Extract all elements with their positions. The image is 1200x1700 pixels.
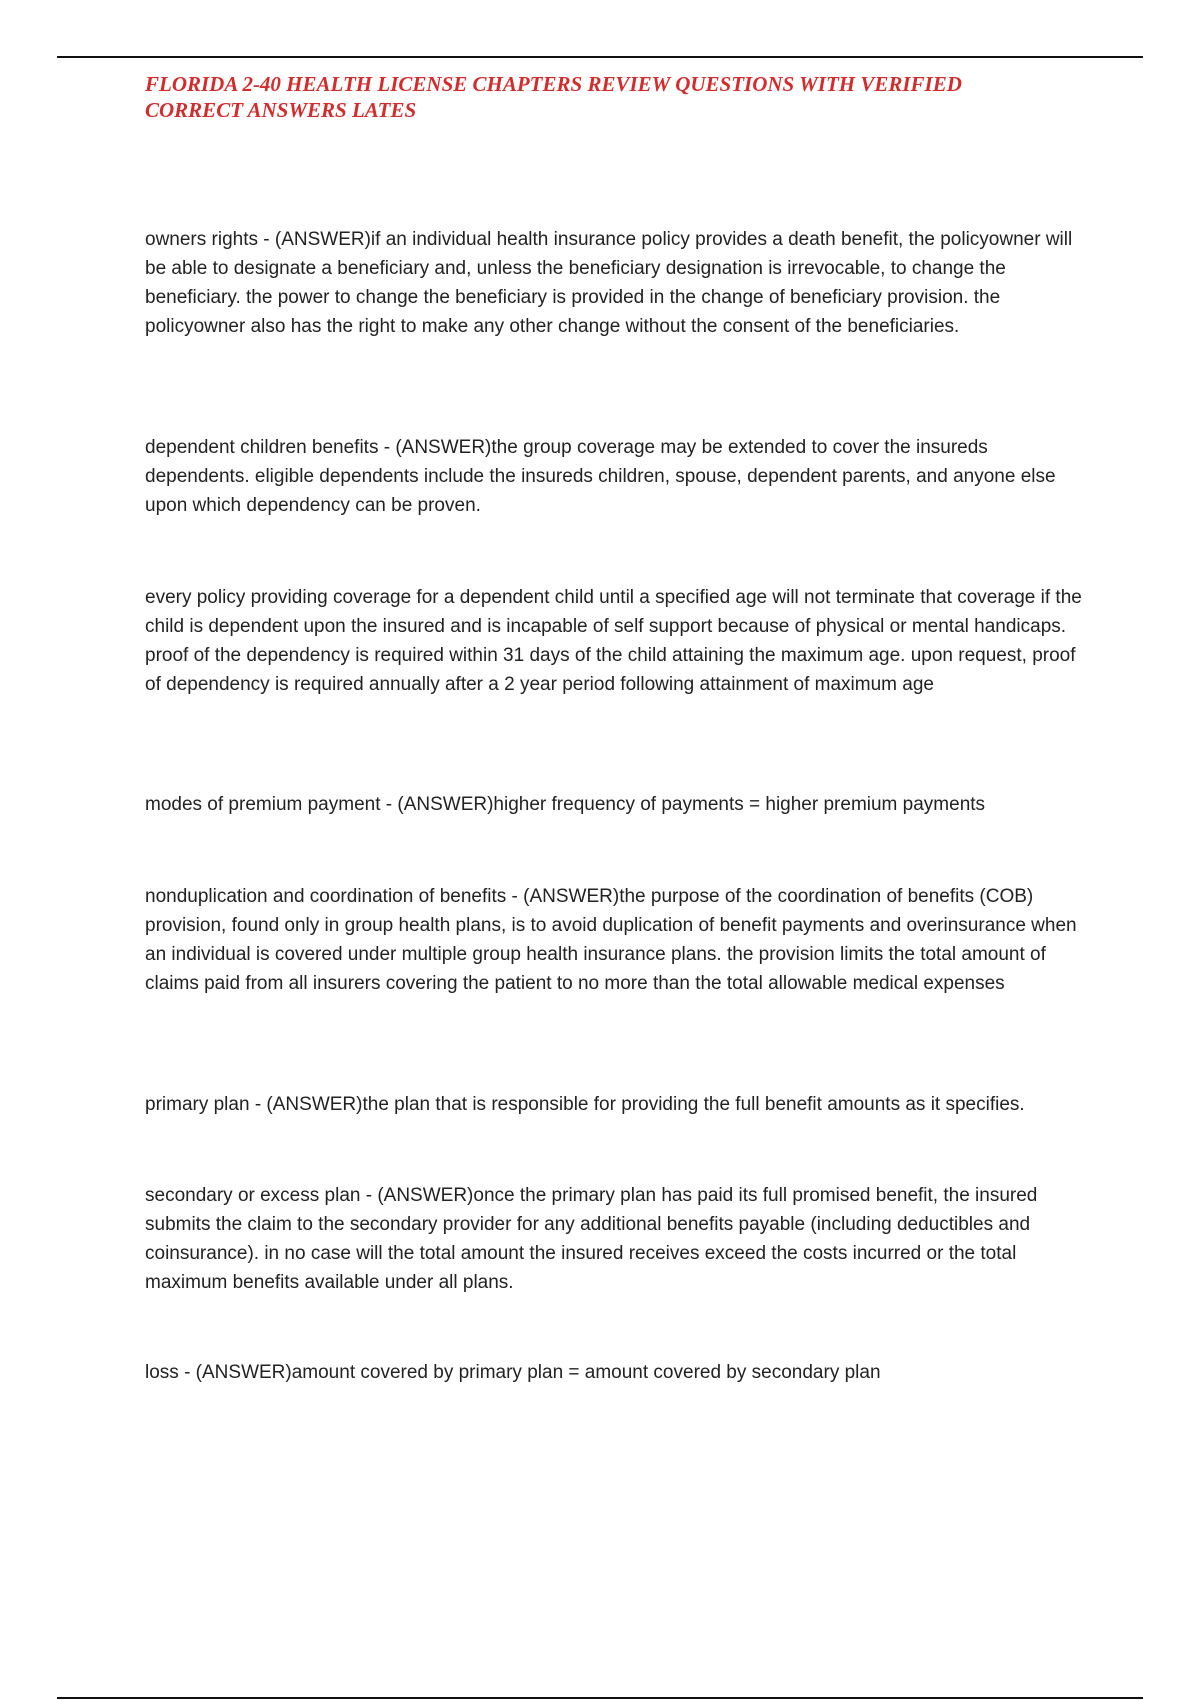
qa-entry-dependent-children-benefits: dependent children benefits - (ANSWER)the group coverage may be extended to cover the insureds dependents. eligible dependents include the insureds children, spouse, dependent parents, and anyone else upon which dependency can be proven.	[145, 437, 1056, 516]
qa-entry-primary-plan: primary plan - (ANSWER)the plan that is responsible for providing the full benefit amounts as it specifies.	[145, 1094, 1025, 1115]
qa-entry-dependent-child-coverage: every policy providing coverage for a dependent child until a specified age will not terminate that coverage if the child is dependent upon the insured and is incapable of self support because of physical or mental handicaps. proof of the dependency is required within 31 days of the child attaining the maximum age. upon request, proof of dependency is required annually after a 2 year period following attainment of maximum age	[145, 587, 1082, 695]
bottom-rule	[57, 1697, 1143, 1699]
qa-entry-loss: loss - (ANSWER)amount covered by primary plan = amount covered by secondary plan	[145, 1362, 881, 1383]
top-rule	[57, 56, 1143, 58]
document-title: FLORIDA 2-40 HEALTH LICENSE CHAPTERS REVIEW QUESTIONS WITH VERIFIED CORRECT ANSWERS LATES	[145, 72, 962, 122]
qa-entry-owners-rights: owners rights - (ANSWER)if an individual health insurance policy provides a death benefit, the policyowner will be able to designate a beneficiary and, unless the beneficiary designation is irrevocable, to change the beneficiary. the power to change the beneficiary is provided in the change of beneficiary provision. the policyowner also has the right to make any other change without the consent of the beneficiaries.	[145, 229, 1073, 337]
qa-entry-coordination-of-benefits: nonduplication and coordination of benefits - (ANSWER)the purpose of the coordination of benefits (COB) provision, found only in group health plans, is to avoid duplication of benefit payments and overinsurance when an individual is covered under multiple group health insurance plans. the provision limits the total amount of claims paid from all insurers covering the patient to no more than the total allowable medical expenses	[145, 886, 1077, 994]
qa-entry-secondary-plan: secondary or excess plan - (ANSWER)once the primary plan has paid its full promised benefit, the insured submits the claim to the secondary provider for any additional benefits payable (including deductibles and coinsurance). in no case will the total amount the insured receives exceed the costs incurred or the total maximum benefits available under all plans.	[145, 1185, 1038, 1293]
qa-entry-modes-of-premium-payment: modes of premium payment - (ANSWER)higher frequency of payments = higher premium payments	[145, 794, 986, 815]
